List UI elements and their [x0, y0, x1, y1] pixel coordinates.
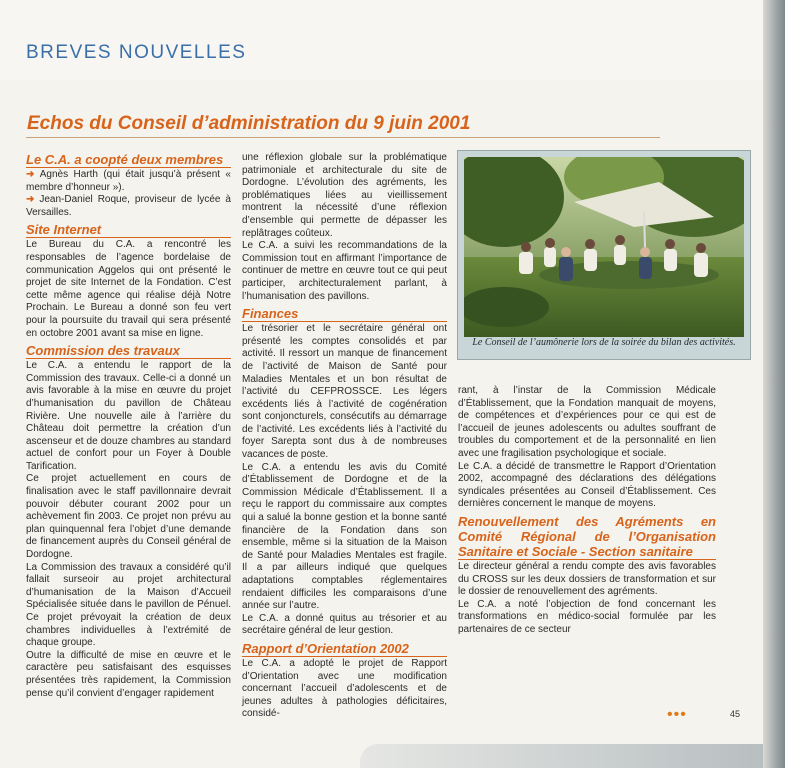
garden-meeting-photo — [464, 157, 744, 337]
article-title: Echos du Conseil d’administration du 9 juin 2001 — [27, 113, 471, 134]
paragraph: Le Bureau du C.A. a rencontré les responsables de l’agence bordelaise de communication Aggelos qui ont présenté le projet de site Internet de la Fondation. C’est cette même agence qui réalise déjà Notre Prochain. Le Bureau a donné son feu vert pour la poursuite du travail qui sera présenté en octobre 2001 avant sa mise en ligne. — [26, 239, 231, 339]
heading-finances: Finances — [242, 306, 447, 322]
footer-band — [360, 744, 763, 768]
column-1 — [26, 152, 231, 700]
arrow-icon: ➜ — [26, 194, 40, 206]
paragraph: rant, à l’instar de la Commission Médicale d’Établissement, que la Fondation manquait de moyens, de compétences et d’expériences pour ce qui est de l’accueil de jeunes adolescents ou adultes souffrant de troubles du comportement et de la personnalité en lien avec une fragilisation psychologique et sociale. — [458, 385, 716, 459]
paragraph: Le trésorier et le secrétaire général ont présenté les comptes consolidés et par activité. Il ressort un manque de financement de l’activité de Maison de Santé pour Maladies Mentales et un bon résultat de l’activité du CEFPROSSCE. Les légers excédents liés à l’activité de cogénération sont conjoncturels, consécutifs au démarrage de l’activité. Les excédents liés à l’activité du foyer Sarepta sont dus à de nombreuses vacances de poste. — [242, 323, 447, 461]
section-title: BREVES NOUVELLES — [26, 42, 247, 63]
title-divider — [26, 137, 660, 138]
paragraph: Le C.A. a noté l’objection de fond concernant les transformations en médico-social formulée par les partenaires de ce secteur — [458, 598, 716, 635]
heading-renouvellement: Renouvellement des Agréments en Comité Régional de l’Organisation Sanitaire et Sociale - Section sanitaire — [458, 513, 716, 559]
photo-caption: Le Conseil de l’aumônerie lors de la soirée du bilan des activités. — [472, 337, 736, 348]
paragraph: ➜ Agnès Harth (qui était jusqu’à présent « membre d’honneur »). — [26, 169, 231, 193]
paragraph: Le C.A. a adopté le projet de Rapport d’Orientation avec une modification concernant l’accueil d’adolescents et de jeunes adultes à pathologies déficitaires, considé- — [242, 657, 447, 720]
paragraph: Le C.A. a donné quitus au trésorier et au secrétaire général de leur gestion. — [242, 612, 447, 637]
paragraph: Le C.A. a entendu les avis du Comité d’Établissement de Dordogne et de la Commission Médicale d’Établissement. Il a reçu le rapport du commissaire aux comptes qui a salué la bonne gestion et la bonne santé financière de la Fondation dans son ensemble, même si la situation de la Maison de Santé pour Maladies Mentales est fragile. Il a par ailleurs indiqué que quelques adaptations comptables réglementaires rendaient difficiles les comparaisons d’une année sur l’autre. — [242, 461, 447, 612]
paragraph: Outre la difficulté de mise en œuvre et le caractère peu satisfaisant des esquisses présentées très rapidement, la Commission pense qu’il convient d’engager rapidement — [26, 649, 231, 699]
header-band — [0, 0, 763, 80]
paragraph: Le directeur général a rendu compte des avis favorables du CROSS sur les deux dossiers de transformation et sur le dossier de renouvellement des agréments. — [458, 560, 716, 598]
binding-spine — [763, 0, 785, 768]
arrow-icon: ➜ — [26, 169, 40, 180]
paragraph: une réflexion globale sur la problématique patrimoniale et architecturale du site de Dordogne. L’évolution des agréments, les problématiques liées au vieillissement montrent la nécessité d’une réflexion d’ensemble qui permette de dépasser les replâtrages coûteux. — [242, 152, 447, 239]
photo-frame — [457, 150, 751, 360]
column-3 — [458, 385, 716, 637]
paragraph: ➜ Jean-Daniel Roque, proviseur de lycée à Versailles. — [26, 194, 231, 218]
page-number: 45 — [730, 709, 741, 719]
paragraph: Ce projet actuellement en cours de finalisation avec le staff pavillonnaire devrait pouvoir débuter courant 2002 pour un achèvement fin 2003. Ce projet non prévu au plan quinquennal fera l’objet d’une demande de financement auprès du Conseil général de Dordogne. — [26, 473, 231, 561]
paragraph: La Commission des travaux a considéré qu’il fallait surseoir au projet architectural d’humanisation de la Maison d’Accueil Spécialisée située dans le pavillon de Pénuel. Ce projet prévoyait la création de deux chambres individuelles à l’extrémité de chaque groupe. — [26, 561, 231, 649]
paragraph: Le C.A. a suivi les recommandations de la Commission tout en affirmant l’importance de continuer de mettre en œuvre tout ce qui peut participer, architecturalement parlant, à l’humanisation des pavillons. — [242, 240, 447, 302]
column-2 — [242, 152, 447, 721]
heading-rapport-orientation: Rapport d’Orientation 2002 — [242, 641, 447, 657]
paragraph: Le C.A. a entendu le rapport de la Commission des travaux. Celle-ci a donné un avis favorable à la mise en œuvre du projet d’humanisation du pavillon de Château Rivière. Une nouvelle aile à l’arrière du Château doit permettre la création d’un ascenseur et de douze chambres au standard actuel de confort pour un Foyer à Double Tarification. — [26, 360, 231, 472]
bullet-dots-icon: ••• — [667, 706, 687, 723]
heading-coopte: Le C.A. a coopté deux membres — [26, 152, 231, 168]
paragraph: Le C.A. a décidé de transmettre le Rapport d’Orientation 2002, accompagné des déclarations des délégations syndicales présentées au Conseil d’Établissement. Ces dernières concernent le manque de moyens. — [458, 460, 716, 510]
heading-commission-travaux: Commission des travaux — [26, 343, 231, 359]
heading-site-internet: Site Internet — [26, 222, 231, 238]
